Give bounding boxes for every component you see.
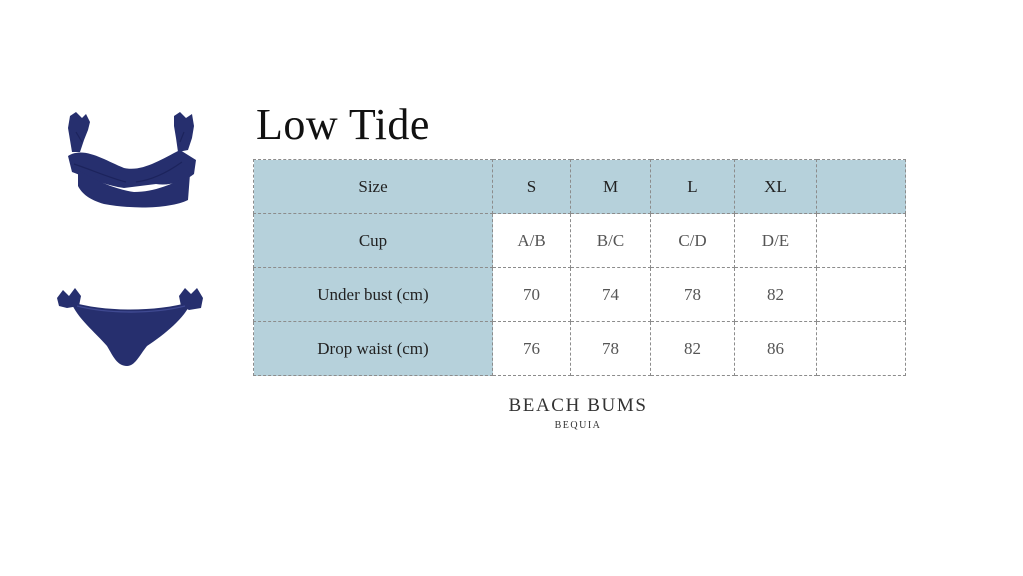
table-row xyxy=(254,322,906,376)
header-cell-l: L xyxy=(651,160,735,214)
table-row xyxy=(254,268,906,322)
table-cell: 82 xyxy=(735,268,817,322)
brand-name: BEACH BUMS xyxy=(508,395,648,416)
table-cell: C/D xyxy=(651,214,735,268)
table-cell: D/E xyxy=(735,214,817,268)
bikini-top-image xyxy=(64,112,198,210)
row-label-cell: Under bust (cm) xyxy=(254,268,493,322)
size-chart-table xyxy=(253,159,906,376)
table-cell: 78 xyxy=(651,268,735,322)
row-label-cell: Cup xyxy=(254,214,493,268)
page-title: Low Tide xyxy=(256,100,430,149)
table-cell: A/B xyxy=(493,214,571,268)
table-cell: 74 xyxy=(571,268,651,322)
brand-logo xyxy=(478,394,678,433)
bikini-bottom-image xyxy=(55,284,205,370)
table-cell: 70 xyxy=(493,268,571,322)
header-cell-s: S xyxy=(493,160,571,214)
table-cell: 82 xyxy=(651,322,735,376)
table-cell: B/C xyxy=(571,214,651,268)
table-header-row xyxy=(254,160,906,214)
table-cell: 76 xyxy=(493,322,571,376)
header-cell-empty xyxy=(817,160,906,214)
table-cell xyxy=(817,214,906,268)
brand-location: BEQUIA xyxy=(554,420,602,431)
row-label-cell: Drop waist (cm) xyxy=(254,322,493,376)
header-cell-m: M xyxy=(571,160,651,214)
table-row xyxy=(254,214,906,268)
table-cell: 78 xyxy=(571,322,651,376)
header-label-cell: Size xyxy=(254,160,493,214)
header-cell-xl: XL xyxy=(735,160,817,214)
table-cell xyxy=(817,268,906,322)
table-cell: 86 xyxy=(735,322,817,376)
table-cell xyxy=(817,322,906,376)
